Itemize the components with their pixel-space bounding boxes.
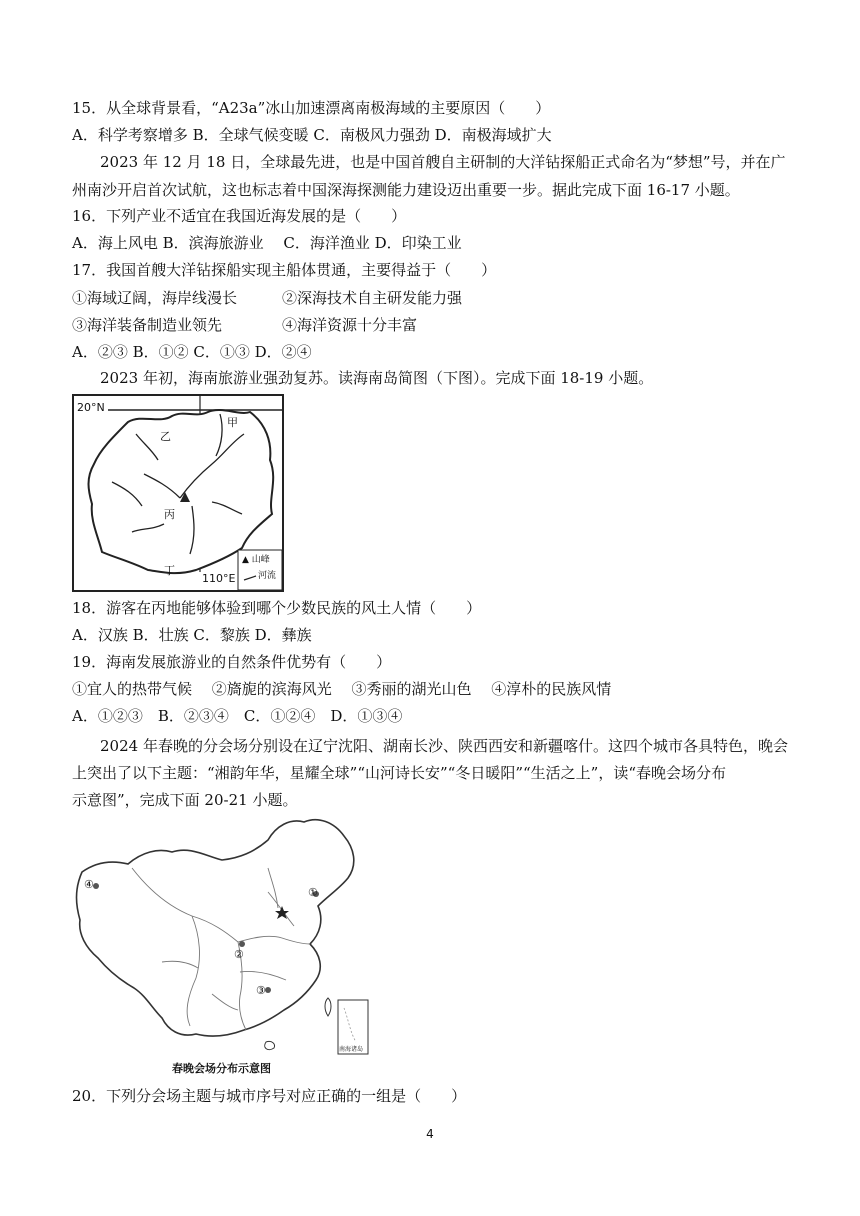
question-18: 18．游客在丙地能够体验到哪个少数民族的风土人情（ ） <box>72 599 482 617</box>
passage-16-line-1: 2023 年 12 月 18 日，全球最先进，也是中国首艘自主研制的大洋钻探船正式命名为“梦想”号，并在广 <box>100 153 786 171</box>
china-map-graphic <box>72 812 372 1080</box>
legend-river: 河流 <box>258 571 277 581</box>
question-17-choice-3: ③海洋装备制造业领先 <box>72 316 223 334</box>
marker-4: ④ <box>84 878 94 891</box>
question-17-choice-1: ①海域辽阔，海岸线漫长 <box>72 289 238 307</box>
question-15-options: A．科学考察增多 B．全球气候变暖 C．南极风力强劲 D．南极海域扩大 <box>72 126 552 144</box>
question-17-options: A．②③ B．①② C．①③ D．②④ <box>72 343 312 361</box>
china-gala-map <box>72 812 372 1080</box>
question-19-choices: ①宜人的热带气候 ②旖旎的滨海风光 ③秀丽的湖光山色 ④淳朴的民族风情 <box>72 680 612 698</box>
question-19-options: A．①②③ B．②③④ C．①②④ D．①③④ <box>72 707 403 725</box>
question-17-choice-2: ②深海技术自主研发能力强 <box>282 289 463 307</box>
passage-20-line-3: 示意图”，完成下面 20-21 小题。 <box>72 791 298 809</box>
hainan-island-map <box>72 394 284 592</box>
inset-label: 南海诸岛 <box>339 1046 364 1053</box>
longitude-label: 110°E <box>202 572 236 585</box>
question-16-options: A．海上风电 B．滨海旅游业 C．海洋渔业 D．印染工业 <box>72 234 462 252</box>
passage-20-line-2: 上突出了以下主题：“湘韵年华，星耀全球”“山河诗长安”“冬日暖阳”“生活之上”，读“春晚会场分布 <box>72 764 727 782</box>
passage-18: 2023 年初，海南旅游业强劲复苏。读海南岛简图（下图）。完成下面 18-19 小题。 <box>100 369 654 387</box>
legend-peak: ▲ 山峰 <box>242 555 270 565</box>
china-outline <box>77 820 354 1036</box>
question-19: 19．海南发展旅游业的自然条件优势有（ ） <box>72 653 392 671</box>
question-15: 15．从全球背景看，“A23a”冰山加速漂离南极海域的主要原因（ ） <box>72 99 551 117</box>
question-17: 17．我国首艘大洋钻探船实现主船体贯通，主要得益于（ ） <box>72 261 497 279</box>
question-17-choice-4: ④海洋资源十分丰富 <box>282 316 418 334</box>
china-map-caption: 春晚会场分布示意图 <box>172 1062 271 1075</box>
label-ding: 丁 <box>164 564 175 577</box>
city-dot-2 <box>239 941 245 947</box>
label-yi: 乙 <box>160 430 171 443</box>
label-jia: 甲 <box>227 416 238 429</box>
page-number: 4 <box>426 1127 434 1141</box>
passage-16-line-2: 州南沙开启首次试航，这也标志着中国深海探测能力建设迈出重要一步。据此完成下面 16-17 小题。 <box>72 181 740 199</box>
question-18-options: A．汉族 B．壮族 C．黎族 D．彝族 <box>72 626 312 644</box>
marker-1: ① <box>308 886 318 899</box>
latitude-label: 20°N <box>77 401 105 414</box>
label-bing: 丙 <box>164 508 175 521</box>
question-20: 20．下列分会场主题与城市序号对应正确的一组是（ ） <box>72 1087 467 1105</box>
question-16: 16．下列产业不适宜在我国近海发展的是（ ） <box>72 207 407 225</box>
marker-3: ③ <box>256 984 266 997</box>
marker-2: ② <box>234 948 244 961</box>
passage-20-line-1: 2024 年春晚的分会场分别设在辽宁沈阳、湖南长沙、陕西西安和新疆喀什。这四个城市各具特色，晚会 <box>100 737 788 755</box>
